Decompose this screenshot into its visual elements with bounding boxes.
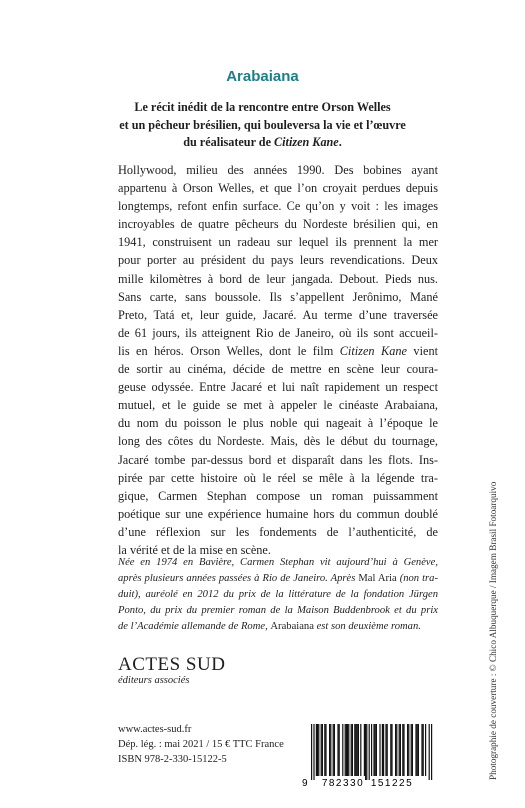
barcode-bar: [311, 724, 312, 780]
bio-line: duit), auréolé en 2012 du prix de la littérature de la fondation Jürgen: [118, 589, 438, 600]
barcode-bar: [346, 724, 347, 776]
barcode-bar: [408, 724, 409, 776]
barcode-bar: [385, 724, 386, 776]
synopsis-line: gique, Carmen Stephan compose un roman puissamment: [118, 488, 438, 503]
barcode-bar: [407, 724, 408, 776]
barcode-bar: [423, 724, 424, 776]
bio-text: est son deuxième roman.: [316, 621, 421, 632]
synopsis-line: d’une réflexion sur les fondements de l’authenticité, de: [118, 524, 438, 539]
bio-line: Ponto, du prix du premier roman de la Maison Buddenbrook et du prix: [118, 605, 438, 616]
barcode-bar: [373, 724, 374, 776]
barcode-digit-first: 9: [302, 778, 308, 788]
publisher-logo: ACTES SUD: [118, 654, 226, 675]
synopsis-line: [118, 342, 438, 360]
barcode-bar: [345, 724, 346, 776]
barcode-bar: [383, 724, 384, 776]
synopsis-line: geuse odyssée. Entre Jacaré et lui naît rapidement un respect: [118, 380, 438, 395]
barcode-bar: [403, 724, 404, 776]
barcode-bar: [391, 724, 392, 776]
author-bio: [118, 555, 438, 635]
barcode-bar: [322, 724, 323, 776]
film-title: Citizen Kane: [274, 135, 339, 149]
tagline-line: Le récit inédit de la rencontre entre Orson Welles: [134, 100, 391, 114]
barcode-bar: [318, 724, 319, 776]
barcode-bar: [402, 724, 403, 776]
bio-text: (non tra-: [399, 573, 438, 584]
legal-deposit: Dép. lég. : mai 2021 / 15 € TTC France: [118, 739, 284, 751]
synopsis: [118, 161, 438, 559]
barcode-bar: [339, 724, 340, 776]
barcode-bar: [330, 724, 331, 776]
barcode-bar: [354, 724, 355, 776]
barcode-bar: [342, 724, 343, 776]
barcode-bar: [382, 724, 383, 776]
barcode-bar: [313, 724, 314, 780]
barcode: [300, 724, 440, 788]
barcode-bar: [352, 724, 353, 776]
synopsis-line: poétique sur une expérience humaine hors du commun doublé: [118, 506, 438, 521]
synopsis-line: 1941, construisent un radeau sur lequel ils prennent la mer: [118, 235, 438, 250]
barcode-bar: [357, 724, 358, 776]
barcode-bar: [411, 724, 412, 776]
barcode-bar: [399, 724, 400, 776]
barcode-bar: [321, 724, 322, 776]
synopsis-line: Jacaré tombe par-dessus bord et disparaît dans les flots. Ins-: [118, 452, 438, 467]
barcode-bar: [317, 724, 318, 776]
barcode-bar: [415, 724, 416, 776]
barcode-bar: [329, 724, 330, 776]
barcode-bar: [412, 724, 413, 776]
synopsis-text: lis en héros. Orson Welles, dont le film: [118, 343, 334, 358]
tagline: [70, 99, 455, 152]
bio-line: [118, 571, 438, 587]
barcode-bar: [358, 724, 359, 776]
barcode-bar: [351, 724, 352, 776]
barcode-bar: [348, 724, 349, 776]
synopsis-line: Preto, Tatá et, leur guide, Jacaré. Au terme d’une traversée: [118, 307, 438, 322]
synopsis-text: vient: [413, 343, 439, 358]
barcode-bar: [417, 724, 418, 776]
barcode-bar: [371, 724, 372, 776]
synopsis-line: la vérité et de la mise en scène.: [118, 542, 271, 557]
bio-line: [118, 619, 438, 635]
barcode-bar: [316, 724, 317, 776]
synopsis-line: appartenu à Orson Welles, et que l’on croyait perdues depuis: [118, 181, 438, 196]
barcode-bar: [334, 724, 335, 776]
publisher-imprint: éditeurs associés: [118, 675, 190, 686]
synopsis-line: pour porter au président du pays leurs revendications. Deux: [118, 253, 438, 268]
publication-info: [118, 722, 284, 768]
barcode-digits-right: 151225: [370, 778, 414, 788]
synopsis-line: Hollywood, milieu des années 1990. Des bobines ayant: [118, 163, 438, 177]
synopsis-line: de 61 jours, ils atteignent Rio de Janeiro, où ils sont accueil-: [118, 325, 438, 340]
barcode-digits-left: 782330: [321, 778, 365, 788]
synopsis-line: incroyables de quatre pêcheurs du Nordeste brésilien qui, en: [118, 217, 438, 232]
synopsis-line: mutuel, et le guide se met à appeler le cinéaste Arabaiana,: [118, 398, 438, 413]
barcode-bar: [429, 724, 430, 780]
barcode-bar: [333, 724, 334, 776]
bio-text: après plusieurs années passées à Rio de Janeiro. Après: [118, 573, 356, 584]
barcode-bar: [364, 724, 365, 776]
barcode-bar: [431, 724, 432, 780]
film-title: Citizen Kane: [339, 343, 407, 358]
synopsis-line: Sans carte, sans boussole. Ils s’appellent Jerônimo, Mané: [118, 289, 438, 304]
tagline-text: du réalisateur de: [183, 135, 271, 149]
barcode-bar: [366, 724, 367, 780]
barcode-bar: [355, 724, 356, 776]
barcode-bar: [369, 724, 370, 780]
barcode-bar: [325, 724, 326, 776]
tagline-line: [70, 134, 455, 152]
website-link[interactable]: www.actes-sud.fr: [118, 724, 192, 735]
synopsis-line: mille kilomètres à bord de leur jangada. Debout. Pieds nus.: [118, 271, 438, 286]
synopsis-line: long des côtes du Nordeste. Mais, dès le début du tournage,: [118, 434, 438, 449]
barcode-bar: [418, 724, 419, 776]
tagline-line: et un pêcheur brésilien, qui bouleversa la vie et l’œuvre: [119, 117, 406, 132]
barcode-bar: [360, 724, 361, 776]
barcode-bar: [379, 724, 380, 776]
barcode-bar: [324, 724, 325, 776]
barcode-bar: [387, 724, 388, 776]
book-title: Arabaiana: [226, 68, 299, 85]
book-title-ref: Mal Aria: [358, 573, 397, 584]
synopsis-line: longtemps, refont enfin surface. Ce qu’on y voit : les images: [118, 199, 438, 214]
bio-line: Née en 1974 en Bavière, Carmen Stephan vit aujourd’hui à Genève,: [118, 557, 438, 568]
barcode-bar: [396, 724, 397, 776]
barcode-bar: [376, 724, 377, 776]
cover-photo-credit: Photographie de couverture : © Chico Albuquerque / Imagem Brasil Fotoarquivo: [488, 481, 498, 780]
barcode-bar: [425, 724, 426, 776]
barcode-bar: [395, 724, 396, 776]
barcode-bars: [311, 724, 432, 780]
synopsis-line: du nom du poisson le plus noble qui nageait à l’époque le: [118, 416, 438, 431]
bio-text: de l’Académie allemande de Rome,: [118, 621, 268, 632]
synopsis-line: pirée par cette histoire où le réel se mêle à la légende tra-: [118, 470, 438, 485]
barcode-bar: [421, 724, 422, 776]
barcode-bar: [337, 724, 338, 776]
book-title-ref: Arabaiana: [270, 621, 314, 632]
tagline-period: .: [338, 135, 342, 149]
barcode-bar: [365, 724, 366, 780]
barcode-bar: [390, 724, 391, 776]
barcode-bar: [375, 724, 376, 776]
isbn: ISBN 978-2-330-15122-5: [118, 754, 227, 766]
synopsis-line: de sortir au cinéma, décide de mettre en scène leur coura-: [118, 362, 438, 377]
barcode-bar: [400, 724, 401, 776]
barcode-bar: [347, 724, 348, 776]
